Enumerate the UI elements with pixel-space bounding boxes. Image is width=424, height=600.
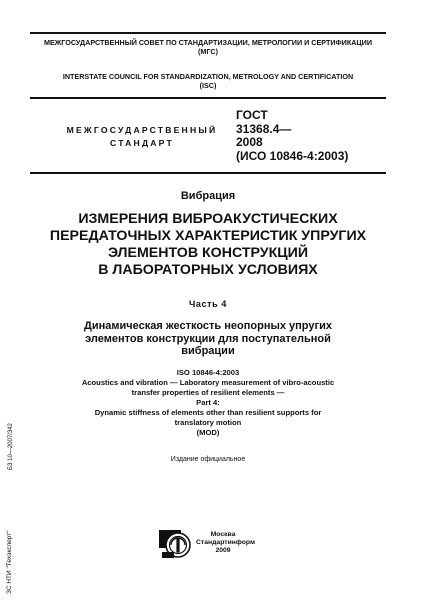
subtitle [30,320,386,358]
standard-label [62,124,222,150]
designation-rule [30,172,386,174]
publisher-city: Москва [210,531,236,538]
publisher-info [196,531,255,555]
main-title-line: ИЗМЕРЕНИЯ ВИБРОАКУСТИЧЕСКИХ [78,211,338,227]
publisher-year: 2009 [215,547,231,554]
standartinform-logo-icon [158,528,194,560]
source-note: ЗС НТИ "Техэксперт" [6,530,13,594]
gost-line3: 2008 [236,135,263,149]
part-label: Часть 4 [189,299,227,309]
gost-line4: (ИСО 10846-4:2003) [236,148,349,163]
publisher-name: Стандартинформ [196,539,255,546]
header-bottom-rule [30,97,386,99]
council-en [30,72,386,90]
bz-number: БЗ 10—2007/342 [8,423,14,470]
council-en-line1: INTERSTATE COUNCIL FOR STANDARDIZATION, METROLOGY AND CERTIFICATION [62,72,354,81]
english-line: Acoustics and vibration — Laboratory measurement of vibro-acoustic [81,378,335,387]
standard-label-line1: МЕЖГОСУДАРСТВЕННЫЙ [66,125,218,135]
english-line: (MOD) [196,428,220,437]
gost-number [236,109,386,163]
english-line: translatory motion [174,418,242,427]
council-ru-line1: МЕЖГОСУДАРСТВЕННЫЙ СОВЕТ ПО СТАНДАРТИЗАЦИИ, МЕТРОЛОГИИ И СЕРТИФИКАЦИИ [43,38,373,47]
subtitle-line: элементов конструкции для поступательной [85,332,331,345]
main-title-line: В ЛАБОРАТОРНЫХ УСЛОВИЯХ [98,262,318,278]
main-title-line: ЭЛЕМЕНТОВ КОНСТРУКЦИЙ [107,245,309,261]
english-title [30,368,386,438]
subtitle-line: Динамическая жесткость неопорных упругих [84,320,332,332]
main-title [30,211,386,279]
gost-line1: ГОСТ [236,108,268,122]
subtitle-line: вибрации [181,345,235,357]
edition-note: Издание официальное [170,456,246,463]
council-en-line2: (ISC) [199,81,217,90]
council-ru-line2: (МГС) [198,47,218,56]
iso-reference: ISO 10846-4:2003 [176,368,240,377]
english-line: Part 4: [196,398,220,407]
gost-line2: 31368.4— [236,121,292,136]
top-rule [30,32,386,34]
council-ru [30,38,386,56]
topic-heading: Вибрация [180,190,236,202]
english-line: Dynamic stiffness of elements other than resilient supports for [94,408,322,417]
standard-label-line2: СТАНДАРТ [110,138,174,148]
english-line: transfer properties of resilient elements — [131,388,285,397]
main-title-line: ПЕРЕДАТОЧНЫХ ХАРАКТЕРИСТИК УПРУГИХ [49,228,367,244]
